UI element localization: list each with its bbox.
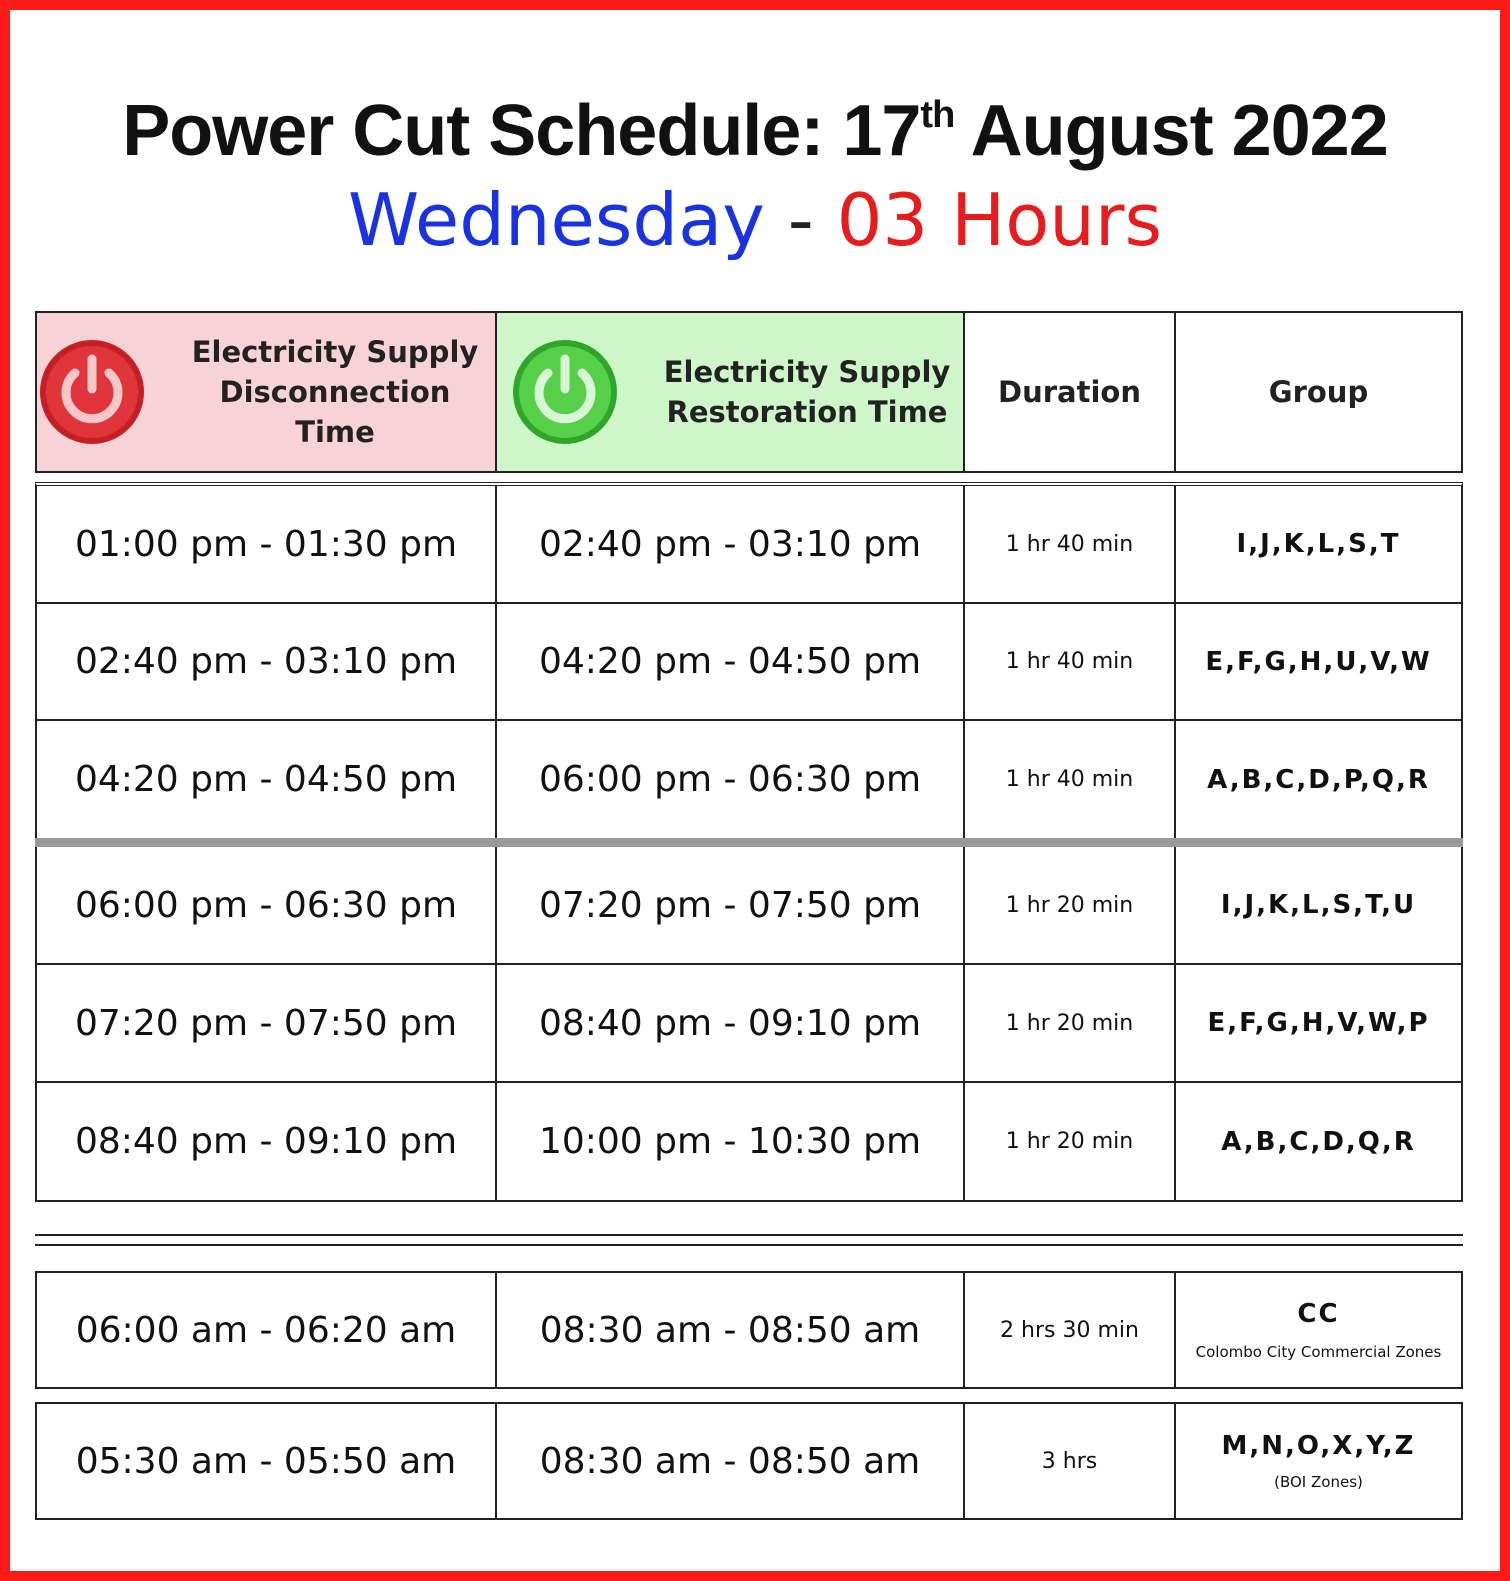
duration-cell: 1 hr 20 min [965, 1083, 1176, 1200]
weekday-label: Wednesday [347, 178, 765, 262]
title-ordinal-suffix: th [920, 94, 955, 136]
duration-cell: 2 hrs 30 min [965, 1273, 1176, 1387]
page-title [10, 90, 1500, 172]
duration-cell: 1 hr 40 min [965, 604, 1176, 719]
restoration-time-cell: 10:00 pm - 10:30 pm [497, 1083, 965, 1200]
disconnection-time-cell: 01:00 pm - 01:30 pm [37, 486, 497, 602]
disconnection-header-line2: Disconnection Time [219, 375, 451, 449]
group-cell [1176, 1404, 1461, 1518]
title-date-prefix: Power Cut Schedule: 17 [122, 91, 921, 171]
restoration-time-cell: 07:20 pm - 07:50 pm [497, 847, 965, 963]
group-cell: E,F,G,H,U,V,W [1205, 646, 1432, 677]
table-row [37, 1404, 1461, 1518]
hours-label: 03 Hours [836, 178, 1163, 262]
disconnection-time-cell: 07:20 pm - 07:50 pm [37, 965, 497, 1081]
page-subtitle [10, 178, 1500, 262]
disconnection-time-cell: 04:20 pm - 04:50 pm [37, 721, 497, 838]
duration-cell: 1 hr 20 min [965, 847, 1176, 963]
special-schedule-cc [35, 1271, 1463, 1389]
restoration-header-line2: Restoration Time [666, 395, 948, 429]
table-row [37, 965, 1461, 1083]
disconnection-header-line1: Electricity Supply [191, 335, 479, 369]
schedule-header [35, 311, 1463, 473]
restoration-time-header [497, 313, 965, 471]
section-divider [35, 838, 1463, 847]
restoration-time-cell: 08:40 pm - 09:10 pm [497, 965, 965, 1081]
table-row [37, 721, 1461, 838]
table-row [37, 604, 1461, 721]
power-on-icon [510, 337, 620, 447]
group-cell [1176, 1273, 1461, 1387]
group-note: Colombo City Commercial Zones [1195, 1343, 1442, 1361]
disconnection-time-header [37, 313, 497, 471]
schedule-section-1 [35, 482, 1463, 840]
group-cell: I,J,K,L,S,T,U [1220, 890, 1417, 920]
restoration-time-cell: 08:30 am - 08:50 am [497, 1273, 965, 1387]
power-off-icon [37, 337, 147, 447]
disconnection-time-cell: 02:40 pm - 03:10 pm [37, 604, 497, 719]
group-code: M,N,O,X,Y,Z [1221, 1431, 1416, 1461]
group-cell: A,B,C,D,P,Q,R [1207, 764, 1430, 795]
table-row [37, 486, 1461, 604]
disconnection-time-cell: 08:40 pm - 09:10 pm [37, 1083, 497, 1200]
restoration-time-cell: 02:40 pm - 03:10 pm [497, 486, 965, 602]
group-cell: E,F,G,H,V,W,P [1207, 1008, 1430, 1038]
restoration-time-cell: 08:30 am - 08:50 am [497, 1404, 965, 1518]
special-schedule-boi [35, 1402, 1463, 1520]
restoration-time-cell: 06:00 pm - 06:30 pm [497, 721, 965, 838]
duration-header: Duration [965, 313, 1176, 471]
group-note: (BOI Zones) [1274, 1473, 1363, 1491]
duration-cell: 1 hr 40 min [965, 486, 1176, 602]
table-row [37, 1083, 1461, 1200]
subtitle-separator: - [764, 178, 837, 262]
disconnection-time-cell: 06:00 pm - 06:30 pm [37, 847, 497, 963]
duration-cell: 1 hr 40 min [965, 721, 1176, 838]
group-header: Group [1268, 375, 1369, 409]
duration-cell: 3 hrs [965, 1404, 1176, 1518]
disconnection-time-cell: 05:30 am - 05:50 am [37, 1404, 497, 1518]
restoration-header-line1: Electricity Supply [663, 355, 951, 389]
table-row [37, 847, 1461, 965]
title-month-year: August 2022 [954, 91, 1388, 171]
disconnection-time-cell: 06:00 am - 06:20 am [37, 1273, 497, 1387]
restoration-time-cell: 04:20 pm - 04:50 pm [497, 604, 965, 719]
divider-line [35, 1234, 1463, 1236]
group-code: CC [1297, 1299, 1340, 1329]
group-cell: I,J,K,L,S,T [1236, 529, 1401, 559]
table-row [37, 1273, 1461, 1387]
divider-line [35, 1244, 1463, 1246]
duration-cell: 1 hr 20 min [965, 965, 1176, 1081]
schedule-section-2 [35, 847, 1463, 1202]
group-cell: A,B,C,D,Q,R [1221, 1126, 1416, 1157]
